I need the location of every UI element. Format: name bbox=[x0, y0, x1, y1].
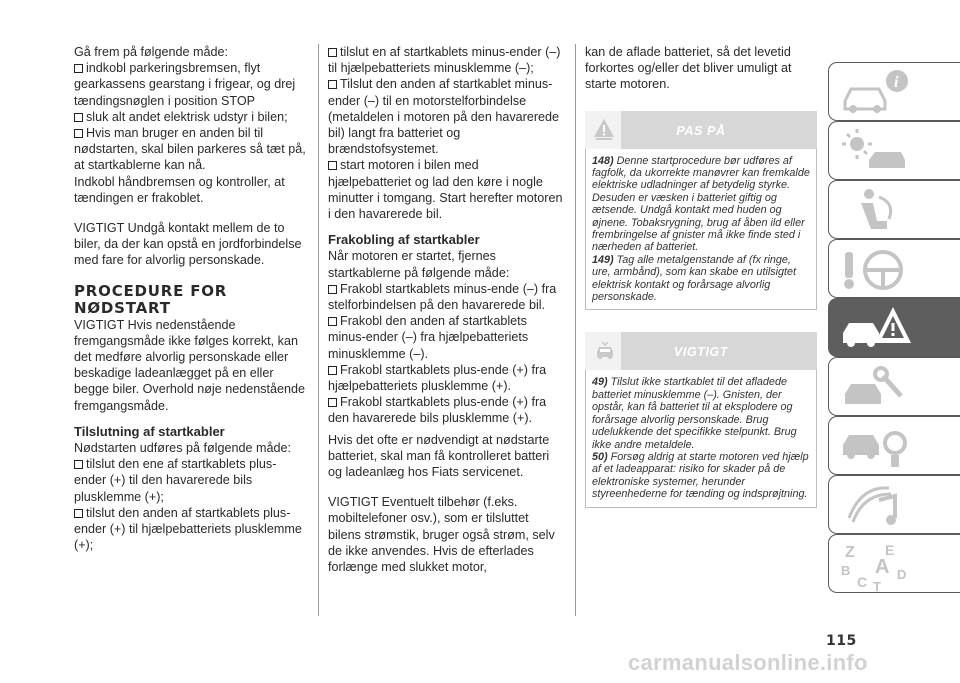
svg-text:T: T bbox=[873, 579, 881, 591]
body-paragraph: Indkobl håndbremsen og kontroller, at tændingen er frakoblet. bbox=[74, 174, 285, 205]
list-item: indkobl parkeringsbremsen, flyt gearkassens gearstang i frigear, og drej tændingsnøglen i position STOP bbox=[74, 61, 296, 108]
tab-car-info[interactable] bbox=[828, 62, 960, 121]
list-item: Frakobl startkablets plus-ende (+) fra hjælpebatteriets plusklemme (+). bbox=[328, 362, 547, 394]
svg-text:A: A bbox=[875, 556, 890, 578]
checkbox-bullet-icon bbox=[74, 64, 83, 73]
svg-text:C: C bbox=[857, 574, 868, 590]
tab-index[interactable] bbox=[828, 534, 960, 593]
svg-text:i: i bbox=[894, 74, 899, 91]
warning-panel-vigtigt bbox=[585, 332, 817, 507]
tab-maintenance[interactable] bbox=[828, 357, 960, 416]
text-column-3 bbox=[585, 44, 817, 508]
dashboard-lights-icon bbox=[839, 126, 913, 176]
subsection-heading: Frakobling af startkabler bbox=[328, 232, 480, 248]
svg-text:B: B bbox=[841, 563, 851, 578]
note-item: 148) Denne startprocedure bør udføres af fagfolk, da ukorrekte manøvrer kan fremkalde elektriske udladninger af betydelig styrke. Desuden er væsken i batteriet giftig og ætsende. Undgå kontakt med huden og øjnene. Tobaksrygning, brug af åben ild eller frembringelse af gnister må ikke finde sted i nærheden af batteriet. bbox=[592, 154, 810, 254]
section-heading: PROCEDURE FOR NØDSTART bbox=[74, 281, 228, 317]
checkbox-bullet-icon bbox=[328, 161, 337, 170]
list-item: tilslut den anden af startkablets plus-ender (+) til hjælpebatteriets plusklemme (+); bbox=[74, 505, 302, 553]
tab-technical-data[interactable] bbox=[828, 416, 960, 475]
tab-dashboard[interactable] bbox=[828, 121, 960, 180]
checkbox-bullet-icon bbox=[328, 285, 337, 294]
car-info-icon bbox=[839, 67, 913, 115]
checkbox-bullet-icon bbox=[328, 48, 337, 57]
car-breakdown-warning-icon bbox=[839, 303, 913, 353]
checkbox-bullet-icon bbox=[74, 509, 83, 518]
text-column-1 bbox=[74, 44, 308, 553]
text-column-2 bbox=[328, 44, 564, 575]
checkbox-bullet-icon bbox=[74, 129, 83, 138]
alphabetical-index-icon bbox=[839, 539, 913, 591]
list-item: sluk alt andet elektrisk udstyr i bilen; bbox=[74, 109, 308, 125]
list-item: tilslut den ene af startkablets plus-ender (+) til den havarerede bils plusklemme (+); bbox=[74, 457, 277, 504]
panel-title: VIGTIGT bbox=[673, 345, 729, 360]
list-item: Hvis man bruger en anden bil til nødstarten, skal bilen parkeres så tæt på, at startkablerne kan nå. bbox=[74, 126, 306, 173]
tab-emergency[interactable] bbox=[828, 298, 960, 357]
checkbox-bullet-icon bbox=[328, 398, 337, 407]
warning-paragraph: VIGTIGT Hvis nedenstående fremgangsmåde ikke følges korrekt, kan det medføre alvorlig personskade eller beskadige ladeanlægget på en eller begge biler. Overhold nøje nedenstående fremgangsmåde. bbox=[74, 317, 306, 413]
watermark-text: carmanualsonline.info bbox=[628, 650, 868, 675]
svg-text:Z: Z bbox=[845, 544, 855, 561]
checkbox-bullet-icon bbox=[328, 80, 337, 89]
checkbox-bullet-icon bbox=[328, 317, 337, 326]
panel-body bbox=[585, 370, 817, 507]
body-paragraph: Nødstarten udføres på følgende måde: bbox=[74, 441, 292, 456]
warning-paragraph: VIGTIGT Eventuelt tilbehør (f.eks. mobiltelefoner osv.), som er tilsluttet bilens strømstik, bruger også strøm, selv de ikke anvendes. Hvis de efterlades forlænge med slukket motor, bbox=[328, 495, 555, 575]
body-paragraph: Hvis det ofte er nødvendigt at nødstarte batteriet, skal man få kontrolleret batteri og ladeanlæg hos Fiats servicenet. bbox=[328, 432, 550, 480]
technical-data-icon bbox=[839, 421, 913, 471]
maintenance-wrench-icon bbox=[839, 362, 913, 412]
subsection-heading: Tilslutning af startkabler bbox=[74, 423, 225, 439]
note-item: 149) Tag alle metalgenstande af (fx ringe, ure, armbånd), som kan skabe en utilsigtet elektrisk kontakt og forårsage alvorlig personskade. bbox=[592, 253, 797, 304]
key-steering-wheel-icon bbox=[839, 244, 913, 294]
multimedia-icon bbox=[839, 480, 913, 530]
tab-multimedia[interactable] bbox=[828, 475, 960, 534]
column-divider bbox=[318, 44, 319, 616]
checkbox-bullet-icon bbox=[74, 113, 83, 122]
svg-text:E: E bbox=[885, 542, 895, 558]
checkbox-bullet-icon bbox=[328, 366, 337, 375]
checkbox-bullet-icon bbox=[74, 460, 83, 469]
list-item: Frakobl den anden af startkablets minus-ender (–) fra hjælpebatteriets minusklemme (–). bbox=[328, 314, 529, 361]
page-number: 115 bbox=[826, 633, 857, 649]
list-item: tilslut en af startkablets minus-ender (–) til hjælpebatteriets minusklemme (–); bbox=[328, 45, 561, 76]
body-paragraph: Når motoren er startet, fjernes startkablerne på følgende måde: bbox=[328, 249, 510, 280]
panel-body bbox=[585, 149, 817, 311]
intro-paragraph: Gå frem på følgende måde: bbox=[74, 45, 229, 59]
panel-header bbox=[585, 332, 817, 370]
body-paragraph: kan de aflade batteriet, så det levetid forkortes og/eller det bliver umuligt at starte motoren. bbox=[585, 45, 792, 92]
warning-paragraph: VIGTIGT Undgå kontakt mellem de to biler, da der kan opstå en jordforbindelse med fare for alvorlig personskade. bbox=[74, 221, 302, 268]
warning-panel-pas-pa bbox=[585, 111, 817, 311]
list-item: Tilslut den anden af startkablet minus-ender (–) til en motorstelforbindelse (metaldelen i motoren på den havarerede bil) langt fra batteriet og brændstofsystemet. bbox=[328, 77, 560, 157]
tab-safety[interactable] bbox=[828, 180, 960, 239]
tab-starting-driving[interactable] bbox=[828, 239, 960, 298]
list-item: Frakobl startkablets minus-ende (–) fra stelforbindelsen på den havarerede bil. bbox=[328, 281, 557, 313]
list-item: start motoren i bilen med hjælpebatteriet og lad den køre i nogle minutter i tomgang. Start herefter motoren i den havarerede bil. bbox=[328, 158, 563, 222]
note-item: 49) Tilslut ikke startkablet til det afladede batteriet minusklemme (–). Gnisten, der opstår, kan få batteriet til at eksplodere og forårsage alvorlig personskade. Brug udelukkende det specifikke stelpunkt. Brug ikke andre metaldele. bbox=[592, 376, 797, 451]
column-divider bbox=[575, 44, 576, 616]
panel-header bbox=[585, 111, 817, 149]
svg-text:D: D bbox=[897, 567, 907, 582]
airbag-seat-icon bbox=[839, 185, 913, 235]
note-item: 50) Forsøg aldrig at starte motoren ved hjælp af et ladeapparat: risiko for skader på de elektroniske systemer, herunder styreenhederne for tænding og indsprøjtning. bbox=[592, 450, 809, 501]
panel-title: PAS PÅ bbox=[676, 123, 726, 138]
list-item: Frakobl startkablets plus-ende (+) fra den havarerede bils plusklemme (+). bbox=[328, 395, 547, 426]
